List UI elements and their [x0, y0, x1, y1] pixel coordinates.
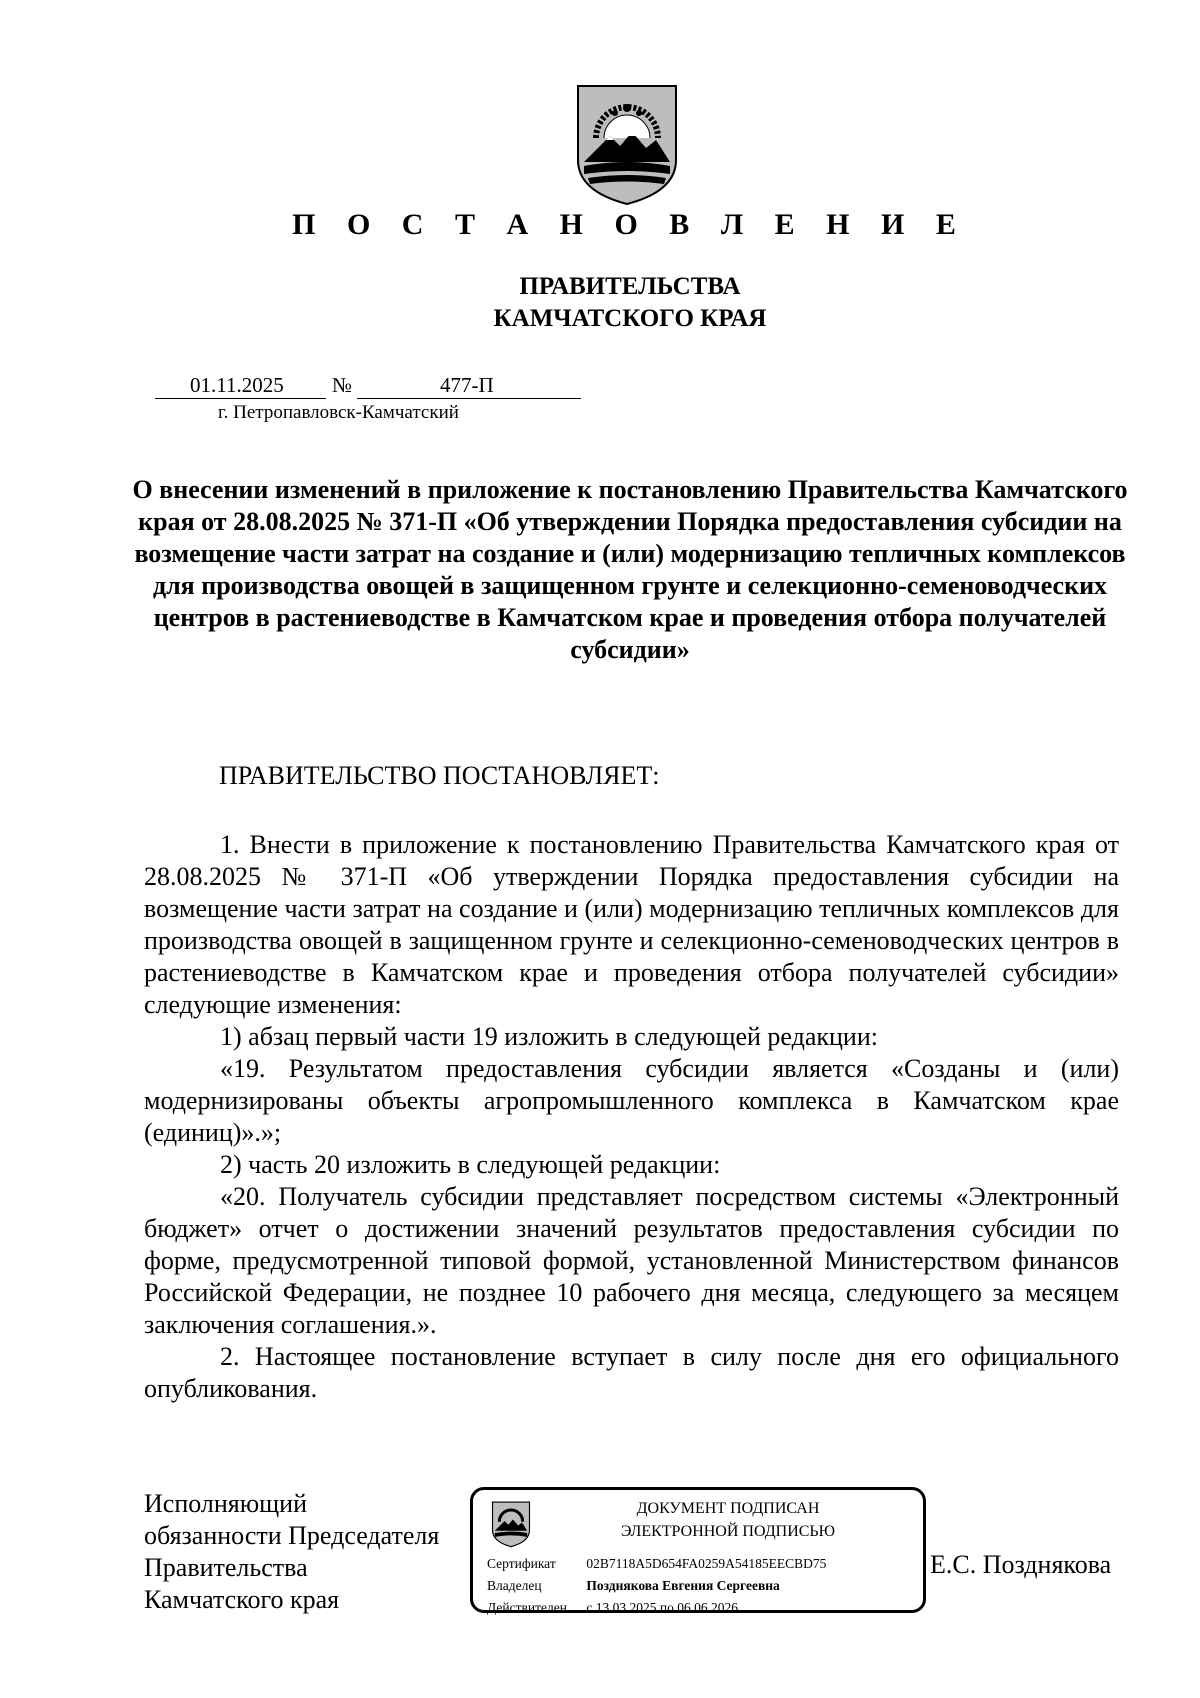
valid-from-prefix: с [586, 1600, 593, 1615]
stamp-validity-row [487, 1600, 738, 1616]
body-paragraph-4: 2) часть 20 изложить в следующей редакции: [220, 1150, 721, 1179]
stamp-heading-line1: ДОКУМЕНТ ПОДПИСАН [636, 1500, 820, 1517]
validity-label: Действителен [487, 1600, 567, 1615]
electronic-signature-stamp [470, 1487, 926, 1613]
document-subject: О внесении изменений в приложение к постановлению Правительства Камчатского края от 28.08.2025 № 371-П «Об утверждении Порядка предоставления субсидии на возмещение части затрат на создание и (или) модернизацию тепличных комплексов для производства овощей в защищенном грунте и селекционно-семеноводческих центров в растениеводстве в Камчатском крае и проведения отбора получателей субсидии» [132, 475, 1128, 664]
stamp-certificate-row [487, 1556, 826, 1572]
valid-to-prefix: по [659, 1600, 674, 1615]
body-paragraph-5: «20. Получатель субсидии представляет посредством системы «Электронный бюджет» отчет о достижении значений результатов предоставления субсидии по форме, предусмотренной типовой формой, установленной Министерством финансов Российской Федерации, не позднее 10 рабочего дня месяца, следующего за месяцем заключения соглашения.». [144, 1182, 1119, 1339]
body-paragraph-3: «19. Результатом предоставления субсидии является «Созданы и (или) модернизированы объекты агропромышленного комплекса в Камчатском крае (единиц)».»; [144, 1054, 1119, 1147]
number-underline [357, 398, 581, 399]
resolves-heading: ПРАВИТЕЛЬСТВО ПОСТАНОВЛЯЕТ: [219, 761, 660, 790]
certificate-value: 02B7118A5D654FA0259A54185EECBD75 [586, 1556, 827, 1571]
valid-to-date: 06.06.2026 [677, 1600, 738, 1615]
valid-from-date: 13.03.2025 [595, 1600, 657, 1615]
stamp-heading-line2: ЭЛЕКТРОННОЙ ПОДПИСЬЮ [620, 1523, 836, 1540]
signer-name: Е.С. Позднякова [930, 1550, 1112, 1579]
document-type-title: П О С Т А Н О В Л Е Н И Е [292, 208, 968, 241]
kamchatka-coat-of-arms-icon [574, 82, 680, 206]
owner-value: Позднякова Евгения Сергеевна [586, 1578, 780, 1593]
signer-title [144, 1488, 439, 1616]
date-underline [155, 398, 326, 399]
number-sign: № [332, 373, 353, 397]
owner-label: Владелец [487, 1578, 542, 1593]
body-paragraph-1: 1. Внести в приложение к постановлению Правительства Камчатского края от 28.08.2025 № 371-П «Об утверждении Порядка предоставления субсидии на возмещение части затрат на создание и (или) модернизацию тепличных комплексов для производства овощей в защищенном грунте и селекционно-семеноводческих центров в растениеводстве в Камчатском крае и проведения отбора получателей субсидии» следующие изменения: [144, 830, 1119, 1019]
signer-title-line2: обязанности Председателя [144, 1521, 440, 1550]
body-paragraph-6: 2. Настоящее постановление вступает в силу после дня его официального опубликования. [144, 1342, 1119, 1403]
signer-title-line1: Исполняющий [144, 1489, 308, 1518]
government-name-line1: ПРАВИТЕЛЬСТВА [519, 273, 741, 300]
document-number: 477-П [440, 373, 494, 397]
government-name-line2: КАМЧАТСКОГО КРАЯ [493, 305, 767, 332]
signer-title-line3: Правительства [144, 1553, 308, 1582]
document-date: 01.11.2025 [190, 373, 284, 397]
certificate-label: Сертификат [487, 1556, 556, 1571]
body-paragraph-2: 1) абзац первый части 19 изложить в следующей редакции: [220, 1022, 878, 1051]
stamp-owner-row [487, 1578, 780, 1594]
signer-title-line4: Камчатского края [144, 1585, 340, 1614]
stamp-coat-of-arms-icon [491, 1500, 531, 1548]
issuing-city: г. Петропавловск-Камчатский [218, 402, 459, 423]
